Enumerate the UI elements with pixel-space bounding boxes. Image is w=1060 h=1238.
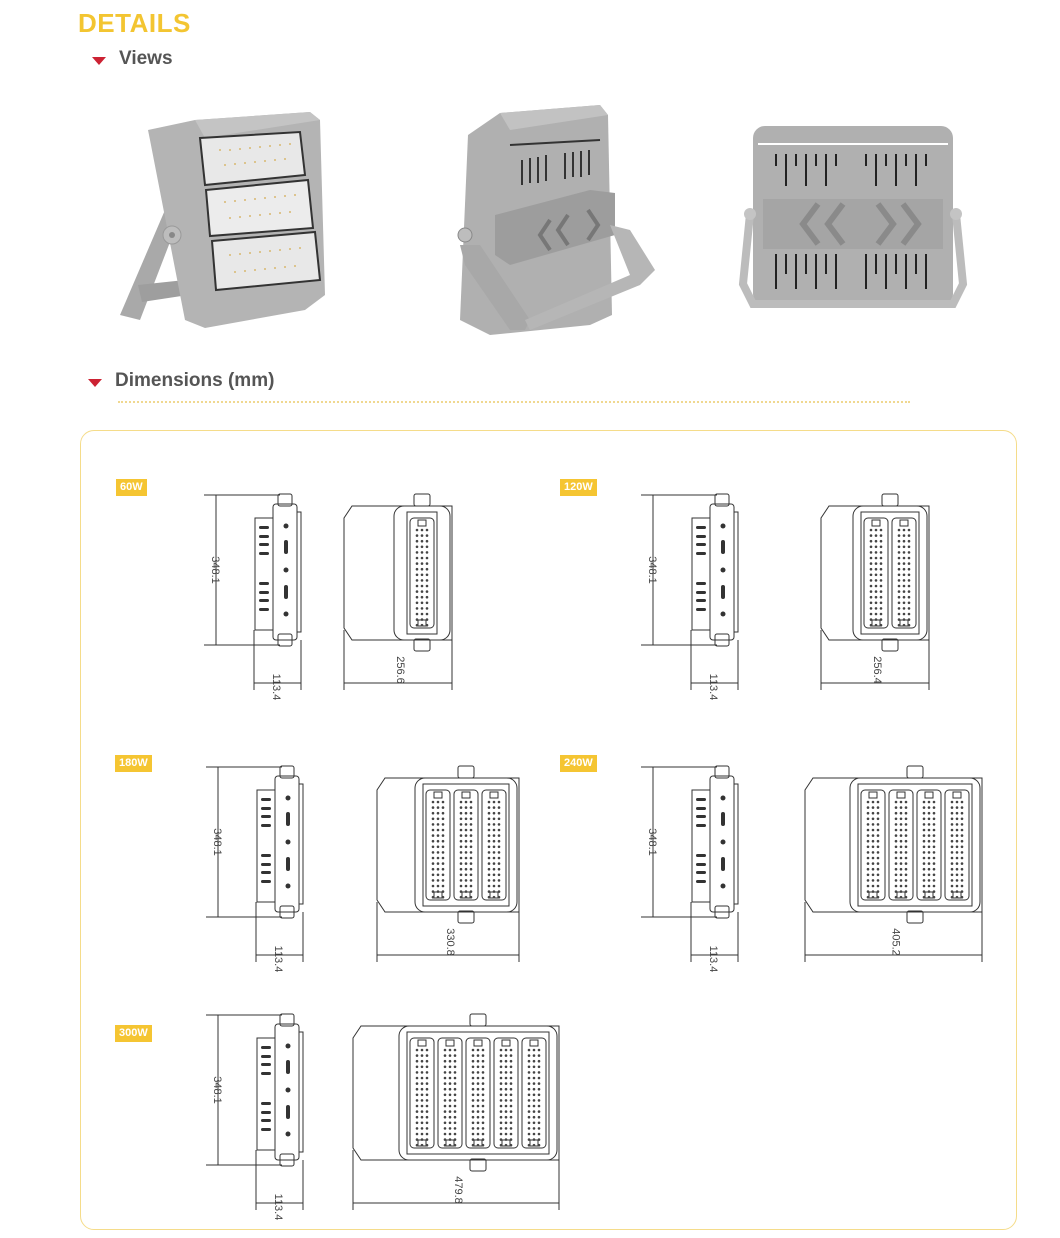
svg-text:348.1: 348.1 — [646, 828, 658, 856]
side-view-180w — [202, 762, 312, 972]
svg-text:348.1: 348.1 — [646, 556, 658, 584]
side-view-120w — [637, 490, 747, 700]
svg-text:113.4: 113.4 — [272, 1193, 284, 1220]
triangle-down-icon — [92, 57, 106, 65]
svg-text:405.2: 405.2 — [889, 928, 902, 956]
svg-text:348.1: 348.1 — [209, 556, 221, 584]
triangle-down-icon — [88, 379, 102, 387]
svg-text:113.4: 113.4 — [270, 673, 282, 700]
svg-text:330.8: 330.8 — [444, 928, 456, 956]
views-heading-label: Views — [119, 48, 173, 69]
model-badge-120w: 120W — [560, 479, 597, 496]
dimensions-heading-label: Dimensions (mm) — [115, 370, 275, 391]
front-view-60w — [340, 490, 460, 705]
side-view-240w — [637, 762, 747, 972]
page-title: DETAILS — [78, 8, 191, 38]
dimensions-heading — [88, 370, 274, 392]
rear-perspective-view — [440, 105, 660, 345]
svg-text:479.8: 479.8 — [452, 1176, 464, 1204]
front-view-300w — [349, 1010, 567, 1225]
side-view-60w — [200, 490, 310, 700]
model-badge-180w: 180W — [115, 755, 152, 772]
views-heading — [92, 48, 173, 70]
front-view-180w — [373, 762, 527, 977]
rear-straight-view — [738, 124, 968, 314]
model-badge-60w: 60W — [116, 479, 147, 496]
front-perspective-view — [110, 110, 340, 340]
side-view-300w — [202, 1010, 312, 1220]
svg-text:113.4: 113.4 — [707, 945, 719, 972]
front-view-120w — [817, 490, 937, 705]
model-badge-240w: 240W — [560, 755, 597, 772]
svg-text:348.1: 348.1 — [211, 828, 223, 856]
svg-text:348.1: 348.1 — [211, 1076, 223, 1104]
svg-text:113.4: 113.4 — [707, 673, 719, 700]
svg-text:113.4: 113.4 — [272, 945, 284, 972]
model-badge-300w: 300W — [115, 1025, 152, 1042]
svg-text:256.4: 256.4 — [871, 656, 883, 684]
front-view-240w — [801, 762, 990, 977]
svg-text:256.6: 256.6 — [394, 656, 406, 684]
dotted-divider — [118, 401, 910, 403]
